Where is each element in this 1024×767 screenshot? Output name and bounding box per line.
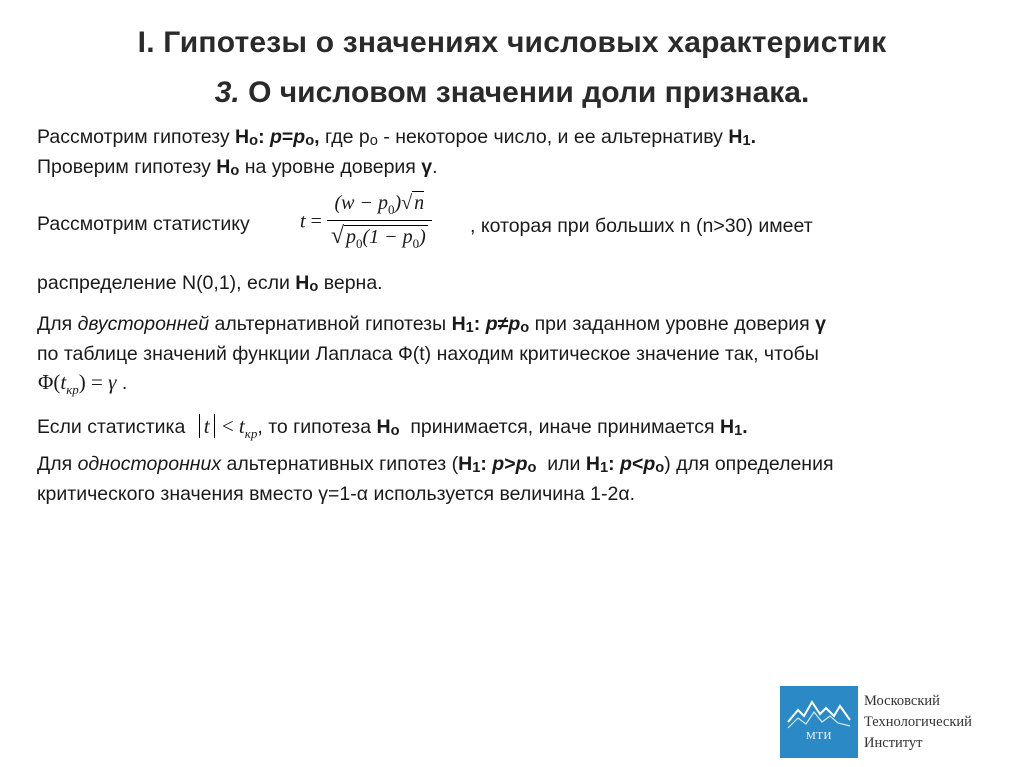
section-number: 3. (214, 76, 240, 109)
slide-title-line1: I. Гипотезы о значениях числовых характеристик (137, 26, 887, 59)
distribution-statement: распределение N(0,1), если Ho верна. (37, 272, 383, 296)
critical-value-note: критического значения вместо γ=1-α используется величина 1-2α. (37, 483, 636, 505)
institute-logo (780, 686, 858, 758)
hypothesis-statement: Рассмотрим гипотезу Ho: p=po, где po - некоторое число, и ее альтернативу H1. (37, 126, 757, 150)
decision-rule: Если статистика $t < t_{кр}$, то гипотеза Ho принимается, иначе принимается H1. (37, 414, 748, 441)
section-title: О числовом значении доли признака. (248, 76, 810, 109)
mountains-icon (780, 686, 858, 758)
laplace-statement: по таблице значений функции Лапласа Ф(t) находим критическое значение так, чтобы (37, 343, 819, 365)
slide-title-line2 (0, 76, 1024, 110)
statistic-description: , которая при больших n (n>30) имеет (470, 215, 813, 237)
statistic-formula: t = $\frac{(w - p_0)√ n}{√ p_0(1 - p_0)}$ (300, 192, 432, 252)
one-sided-statement: Для односторонних альтернативных гипотез (H1: p>po или H1: p<po) для определения (37, 453, 834, 477)
statistic-label: Рассмотрим статистику (37, 213, 250, 235)
logo-abbreviation: МТИ (806, 730, 832, 742)
confidence-level-statement: Проверим гипотезу Ho на уровне доверия γ. (37, 156, 438, 180)
institute-name: Московский Технологический Институт (864, 693, 972, 751)
critical-value-formula: $\Phi(t_{кр}) = \gamma$ . (38, 370, 128, 397)
two-sided-statement: Для двусторонней альтернативной гипотезы H1: p≠po при заданном уровне доверия γ (37, 313, 826, 337)
